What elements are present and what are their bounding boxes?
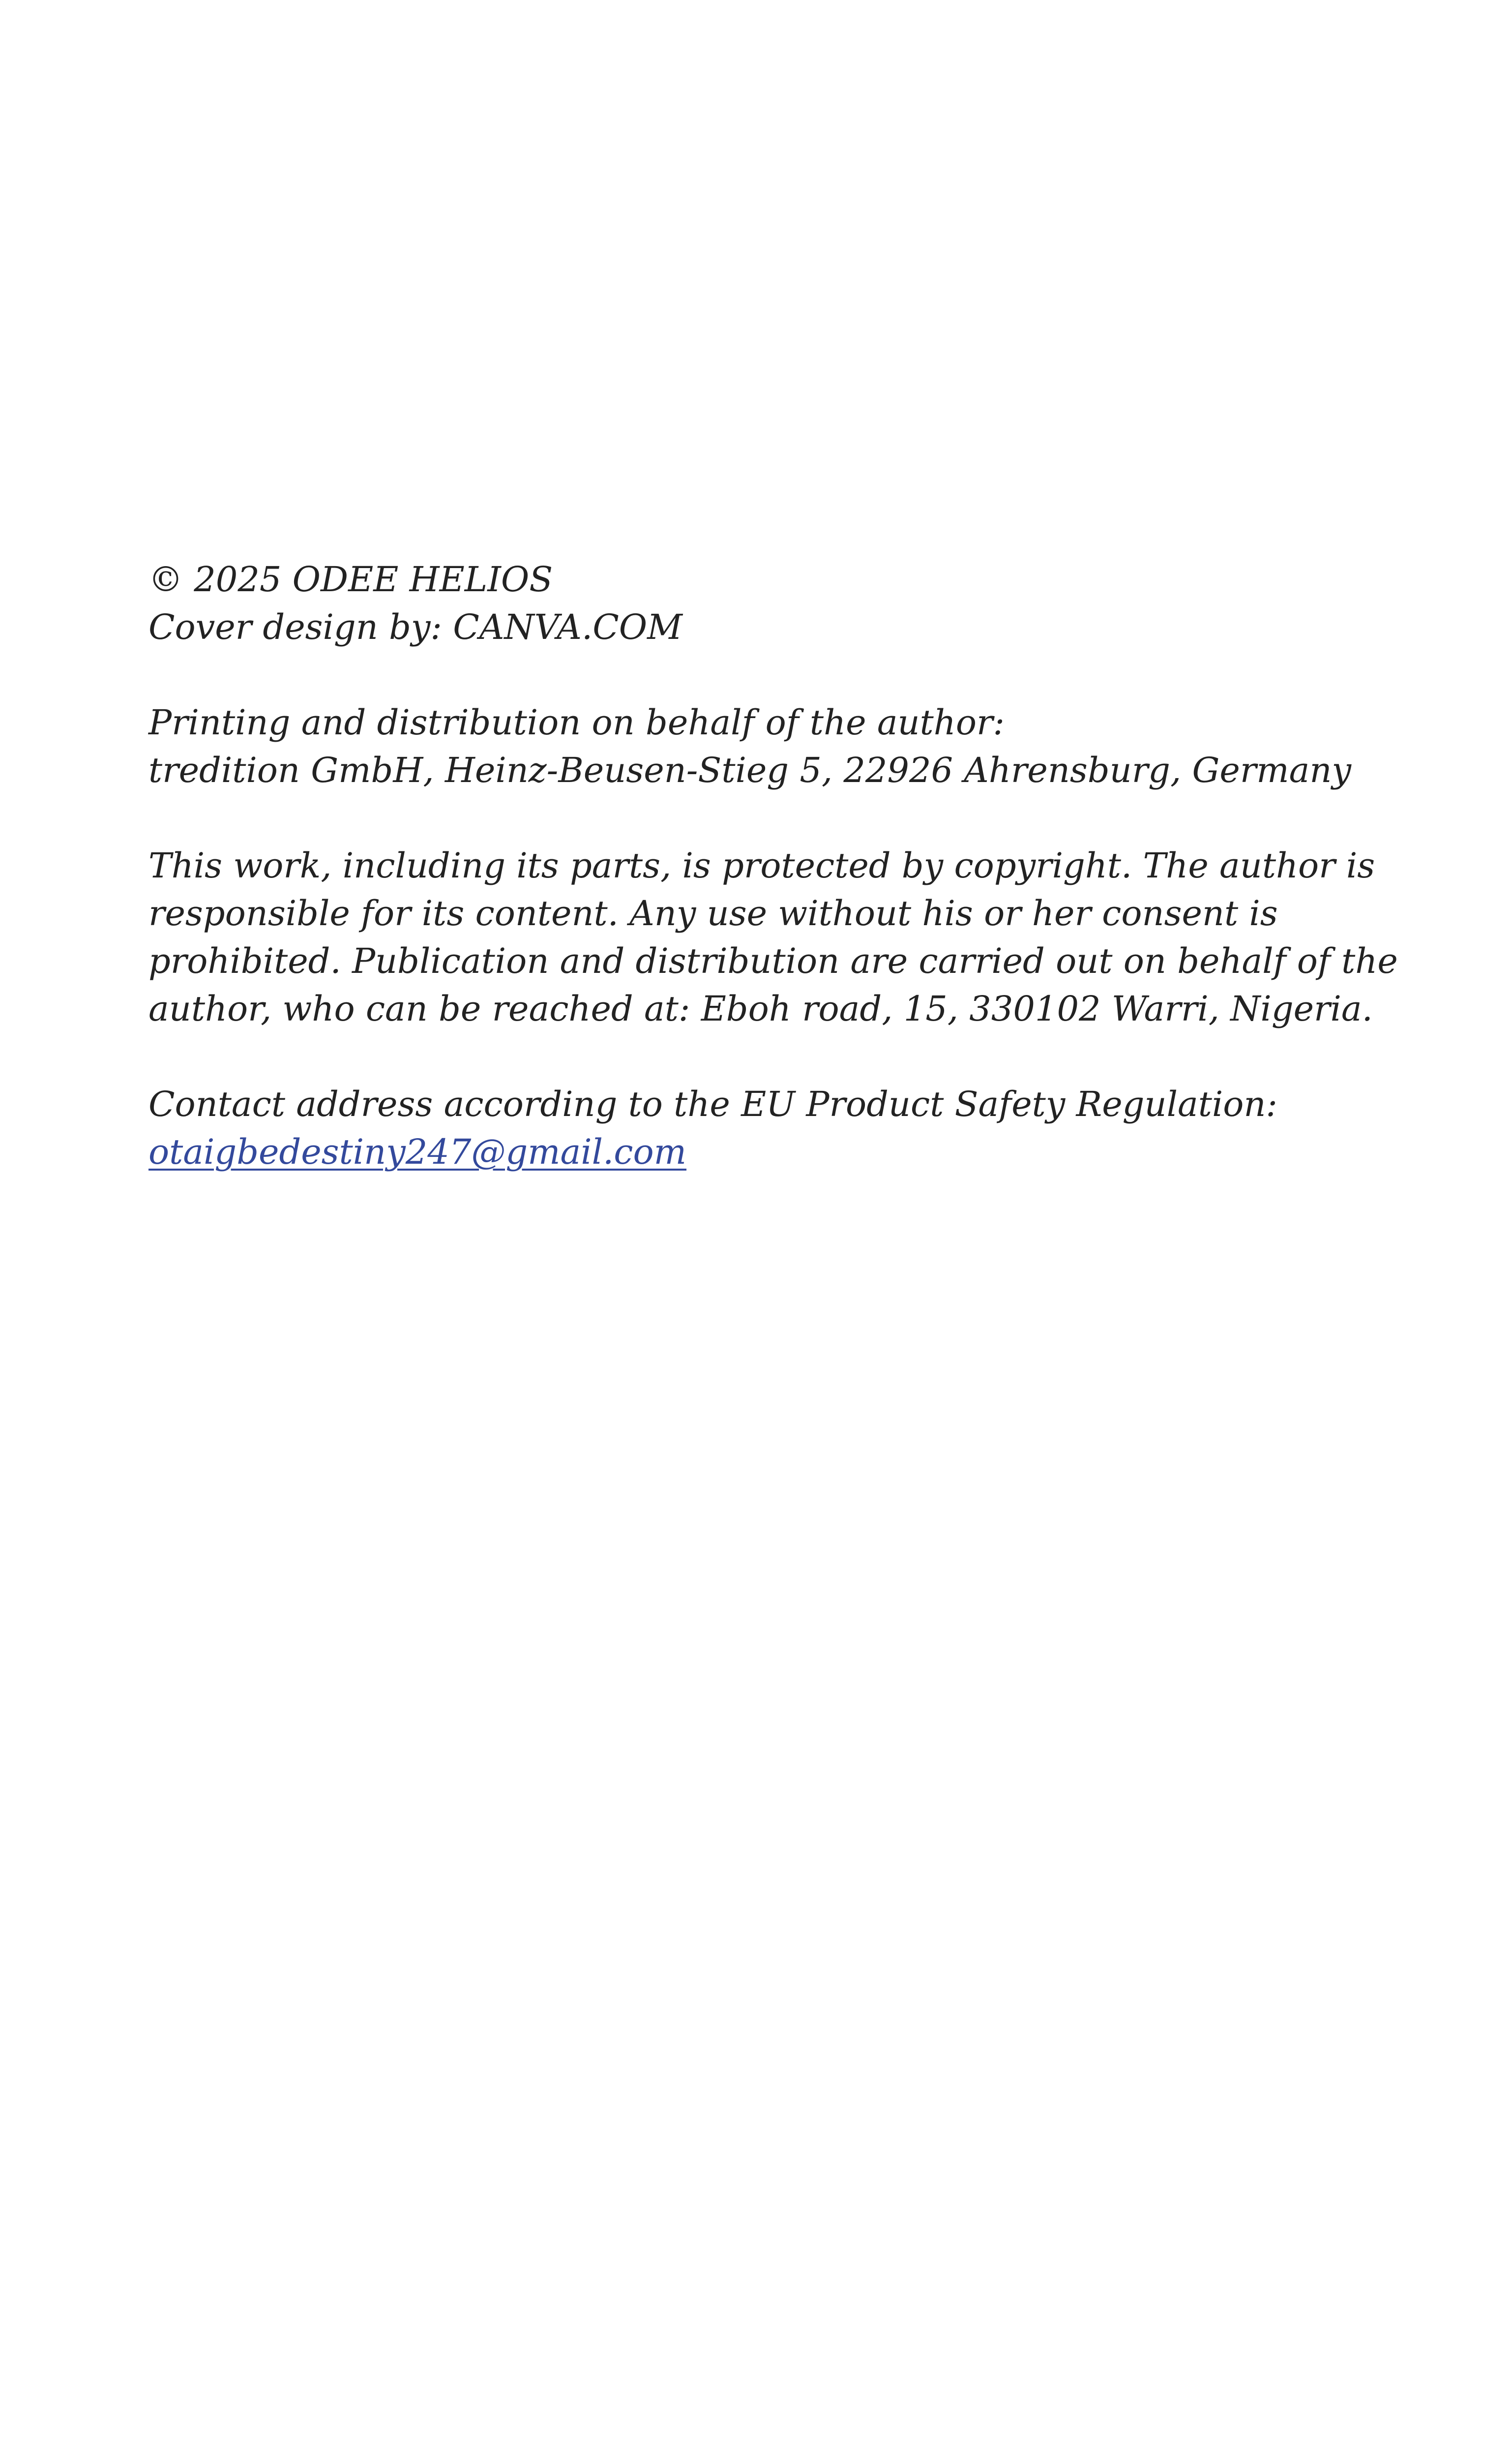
rights-line: prohibited. Publication and distribution are carried out on behalf of the (148, 941, 1398, 981)
rights-line: This work, including its parts, is protected by copyright. The author is (148, 845, 1375, 886)
spacer (148, 651, 1476, 699)
printing-heading: Printing and distribution on behalf of the author: (148, 702, 1005, 743)
rights-line: author, who can be reached at: Eboh road, 15, 330102 Warri, Nigeria. (148, 989, 1373, 1029)
printing-block (148, 699, 1476, 794)
copyright-notice: © 2025 ODEE HELIOS (148, 559, 553, 600)
rights-line: responsible for its content. Any use without his or her consent is (148, 893, 1278, 934)
rights-block (148, 842, 1476, 1033)
spacer (148, 794, 1476, 842)
cover-design-credit: Cover design by: CANVA.COM (148, 607, 682, 647)
contact-heading: Contact address according to the EU Product Safety Regulation: (148, 1084, 1278, 1124)
publisher-address: tredition GmbH, Heinz-Beusen-Stieg 5, 22926 Ahrensburg, Germany (148, 750, 1352, 790)
contact-block (148, 1081, 1476, 1176)
copyright-block (148, 556, 1476, 651)
spacer (148, 1033, 1476, 1081)
contact-email-link[interactable]: otaigbedestiny247@gmail.com (148, 1132, 687, 1172)
contact-email-line (148, 1128, 1476, 1176)
imprint-page (148, 556, 1476, 1176)
